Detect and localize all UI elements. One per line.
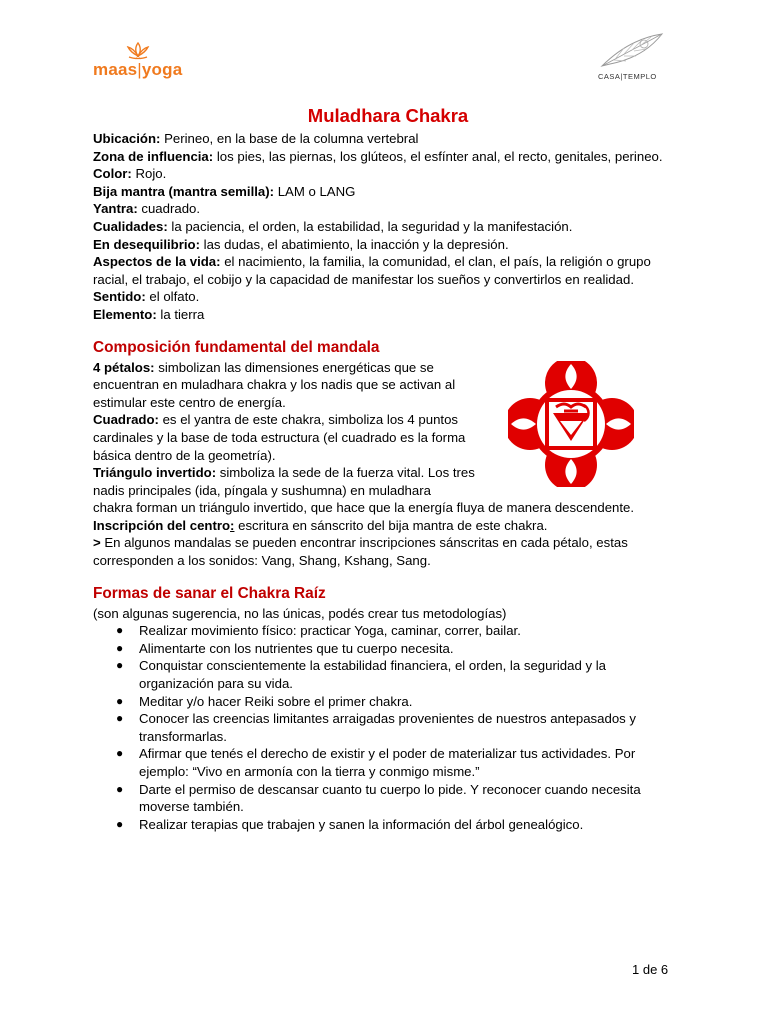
info-label: Bija mantra (mantra semilla): [93,183,275,199]
info-label: Elemento: [93,306,157,322]
list-item-text: Conocer las creencias limitantes arraigadas provenientes de nuestros antepasados y transformarlas. [139,711,637,744]
info-text: Rojo. [131,166,167,182]
info-label: Aspectos de la vida: [93,254,221,270]
mandala-item-label: Triángulo invertido: [93,465,217,481]
info-line [93,253,683,288]
healing-list [93,622,683,833]
mandala-item-colon: : [230,517,235,533]
info-text: las dudas, el abatimiento, la inacción y la depresión. [199,236,509,252]
bullet-icon: ● [116,711,124,726]
info-label: En desequilibrio: [93,236,200,252]
bullet-icon: ● [116,658,124,673]
list-item [93,710,679,745]
list-item [93,745,679,780]
info-line [93,218,683,236]
info-label: Yantra: [93,201,138,217]
info-label: Color: [93,166,132,182]
bullet-icon: ● [116,623,124,638]
mandala-item [93,534,683,569]
mandala-item-text: escritura en sánscrito del bija mantra de este chakra. [234,517,548,533]
list-item [93,816,679,834]
info-line [93,130,683,148]
bullet-icon: ● [116,693,124,708]
info-text: el olfato. [145,289,200,305]
bullet-icon: ● [116,640,124,655]
info-text: LAM o LANG [274,183,356,199]
casatemplo-text: CASA|TEMPLO [598,72,657,81]
list-item [93,693,679,711]
mandala-item-text: simboliza la sede de la fuerza vital. Los tres nadis principales (ida, píngala y sushumna) en muladhara [93,465,475,498]
mandala-item-label: > [93,535,101,551]
lotus-icon [125,42,151,60]
mandala-item [93,411,493,464]
mandala-item [93,517,683,535]
info-text: el nacimiento, la familia, la comunidad, el clan, el país, la religión o grupo racial, el trabajo, el cobijo y la capacidad de manifestar los sueños y convertirlos en realidad. [93,254,651,287]
logo-text-yoga: yoga [141,60,183,79]
info-line [93,148,683,166]
list-item-text: Afirmar que tenés el derecho de existir y el poder de materializar tus actividades. Por ejemplo: “Vivo en armonía con la tierra y conmigo misme.” [139,746,636,779]
casatemplo-logo [594,30,674,85]
list-item-text: Realizar movimiento físico: practicar Yoga, caminar, correr, bailar. [139,623,521,639]
healing-heading: Formas de sanar el Chakra Raíz [93,584,326,602]
list-item [93,781,679,816]
logo-bar: | [137,60,142,79]
list-item [93,622,679,640]
logo-wordmark [93,60,182,80]
list-item-text: Conquistar conscientemente la estabilidad financiera, el orden, la seguridad y la organización para su vida. [139,658,606,692]
info-label: Cualidades: [93,218,168,234]
list-item [93,640,679,658]
info-label: Sentido: [93,289,146,305]
mandala-item-text: simbolizan las dimensiones energéticas que se encuentran en muladhara chakra y los nadis que se activan al estimular este centro de energía. [93,359,456,410]
info-line [93,183,683,201]
info-text: los pies, las piernas, los glúteos, el esfínter anal, el recto, genitales, perineo. [213,148,663,164]
info-line [93,236,683,254]
info-line [93,200,683,218]
list-item-text: Meditar y/o hacer Reiki sobre el primer chakra. [139,693,413,709]
bullet-icon: ● [116,816,124,831]
bullet-icon: ● [116,746,124,761]
list-item-text: Realizar terapias que trabajen y sanen la información del árbol genealógico. [139,816,584,832]
mandala-heading: Composición fundamental del mandala [93,338,380,356]
info-label: Ubicación: [93,131,161,146]
mandala-item [93,359,493,412]
info-label: Zona de influencia: [93,148,214,164]
info-text: la tierra [156,306,205,322]
mandala-item-text: chakra forman un triángulo invertido, que hace que la energía fluya de manera descendente. [93,500,635,516]
info-line [93,165,683,183]
info-text: Perineo, en la base de la columna vertebral [160,131,419,146]
mandala-item-text: es el yantra de este chakra, simboliza los 4 puntos cardinales y la base de toda estructura (el cuadrado es la forma básica dentro de la geometría). [93,412,466,463]
maasyoga-logo [93,42,183,82]
info-line [93,306,683,324]
healing-intro: (son algunas sugerencia, no las únicas, podés crear tus metodologías) [93,605,507,621]
info-text: cuadrado. [137,201,201,217]
logo-text-maas: maas [93,60,138,79]
mandala-item-text: En algunos mandalas se pueden encontrar inscripciones sánscritas en cada pétalo, estas corresponden a los sonidos: Vang, Shang, Kshang, Sang. [93,535,628,569]
list-item [93,657,679,692]
list-item-text: Alimentarte con los nutrientes que tu cuerpo necesita. [139,640,454,656]
muladhara-mandala-icon [508,361,634,487]
mandala-item [93,499,683,517]
page-number: 1 de 6 [632,962,669,977]
info-line [93,288,683,306]
list-item-text: Darte el permiso de descansar cuanto tu cuerpo lo pide. Y reconocer cuando necesita moverse también. [139,781,641,815]
mandala-item-label: Inscripción del centro [93,517,231,533]
page-title: Muladhara Chakra [307,105,469,126]
feather-icon [596,30,668,70]
chakra-info [93,130,683,324]
mandala-item-label: 4 pétalos: [93,359,155,375]
mandala-item [93,464,493,499]
document-body [93,104,683,833]
bullet-icon: ● [116,781,124,796]
mandala-item-label: Cuadrado: [93,412,159,428]
mandala-section [93,359,683,570]
info-text: la paciencia, el orden, la estabilidad, la seguridad y la manifestación. [167,218,573,234]
